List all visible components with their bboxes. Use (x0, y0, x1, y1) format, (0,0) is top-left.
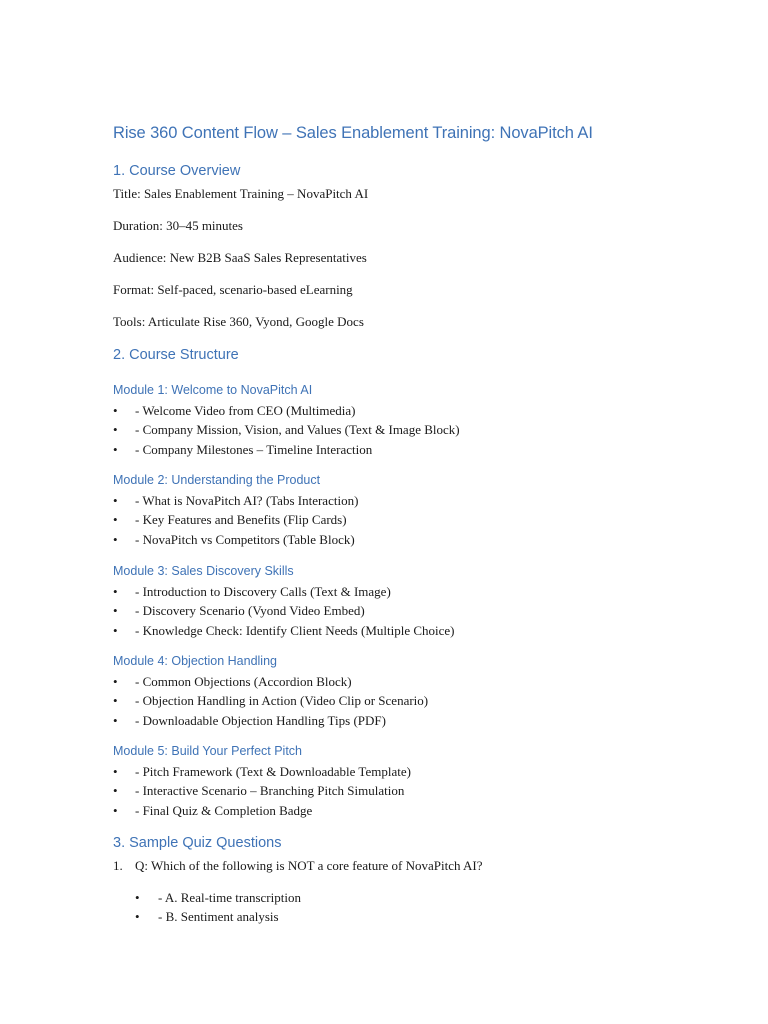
list-item: • - Objection Handling in Action (Video Clip or Scenario) (113, 693, 429, 709)
overview-format: Format: Self-paced, scenario-based eLearning (113, 282, 353, 297)
list-item: • - Key Features and Benefits (Flip Cards) (113, 512, 347, 528)
module-1-list (113, 401, 460, 459)
overview-tools: Tools: Articulate Rise 360, Vyond, Google Docs (113, 314, 364, 329)
list-item: • - Introduction to Discovery Calls (Text & Image) (113, 584, 391, 599)
list-item: • - NovaPitch vs Competitors (Table Block) (113, 531, 355, 547)
bullet-icon: • (135, 890, 140, 905)
bullet-icon: • (113, 764, 118, 779)
list-item: • - Knowledge Check: Identify Client Needs (Multiple Choice) (113, 622, 455, 638)
list-item: • - Company Mission, Vision, and Values (Text & Image Block) (113, 422, 460, 438)
bullet-icon: • (113, 422, 118, 438)
list-item: • - Discovery Scenario (Vyond Video Embed) (113, 603, 365, 619)
quiz-question-1-options (113, 888, 301, 927)
bullet-icon: • (113, 693, 118, 709)
bullet-icon: • (113, 622, 118, 638)
list-item: • - Pitch Framework (Text & Downloadable Template) (113, 764, 411, 779)
overview-duration: Duration: 30–45 minutes (113, 218, 243, 233)
bullet-icon: • (113, 712, 118, 728)
section-heading-sample-quiz: 3. Sample Quiz Questions (113, 835, 282, 851)
bullet-icon: • (113, 674, 118, 689)
list-item: • - Common Objections (Accordion Block) (113, 674, 352, 689)
module-2-list (113, 491, 358, 549)
module-3-heading: Module 3: Sales Discovery Skills (113, 564, 294, 578)
list-item: • - Downloadable Objection Handling Tips (PDF) (113, 712, 386, 728)
list-item: • - B. Sentiment analysis (135, 909, 279, 925)
list-item: • - What is NovaPitch AI? (Tabs Interaction) (113, 493, 359, 508)
module-3-list (113, 582, 455, 640)
module-1-heading: Module 1: Welcome to NovaPitch AI (113, 383, 313, 397)
list-item: • - Final Quiz & Completion Badge (113, 802, 313, 818)
quiz-question-1 (113, 858, 483, 874)
bullet-icon: • (113, 493, 118, 508)
section-heading-course-overview: 1. Course Overview (113, 163, 241, 179)
document-title: Rise 360 Content Flow – Sales Enablement Training: NovaPitch AI (113, 124, 593, 142)
list-item: • - Welcome Video from CEO (Multimedia) (113, 403, 356, 418)
bullet-icon: • (113, 783, 118, 799)
bullet-icon: • (113, 603, 118, 619)
overview-audience: Audience: New B2B SaaS Sales Representatives (113, 250, 367, 265)
bullet-icon: • (113, 802, 118, 818)
bullet-icon: • (113, 403, 118, 418)
question-number: 1. (113, 858, 123, 873)
bullet-icon: • (113, 531, 118, 547)
list-item: • - Interactive Scenario – Branching Pitch Simulation (113, 783, 405, 799)
bullet-icon: • (113, 584, 118, 599)
question-text: Q: Which of the following is NOT a core feature of NovaPitch AI? (135, 858, 483, 873)
bullet-icon: • (113, 441, 118, 457)
section-heading-course-structure: 2. Course Structure (113, 347, 239, 363)
module-5-list (113, 762, 411, 820)
bullet-icon: • (113, 512, 118, 528)
overview-title: Title: Sales Enablement Training – NovaPitch AI (113, 186, 369, 201)
module-4-heading: Module 4: Objection Handling (113, 654, 277, 668)
module-2-heading: Module 2: Understanding the Product (113, 473, 321, 487)
list-item: • - A. Real-time transcription (135, 890, 301, 905)
list-item: • - Company Milestones – Timeline Interaction (113, 441, 373, 457)
module-5-heading: Module 5: Build Your Perfect Pitch (113, 744, 303, 758)
bullet-icon: • (135, 909, 140, 925)
module-4-list (113, 672, 428, 730)
